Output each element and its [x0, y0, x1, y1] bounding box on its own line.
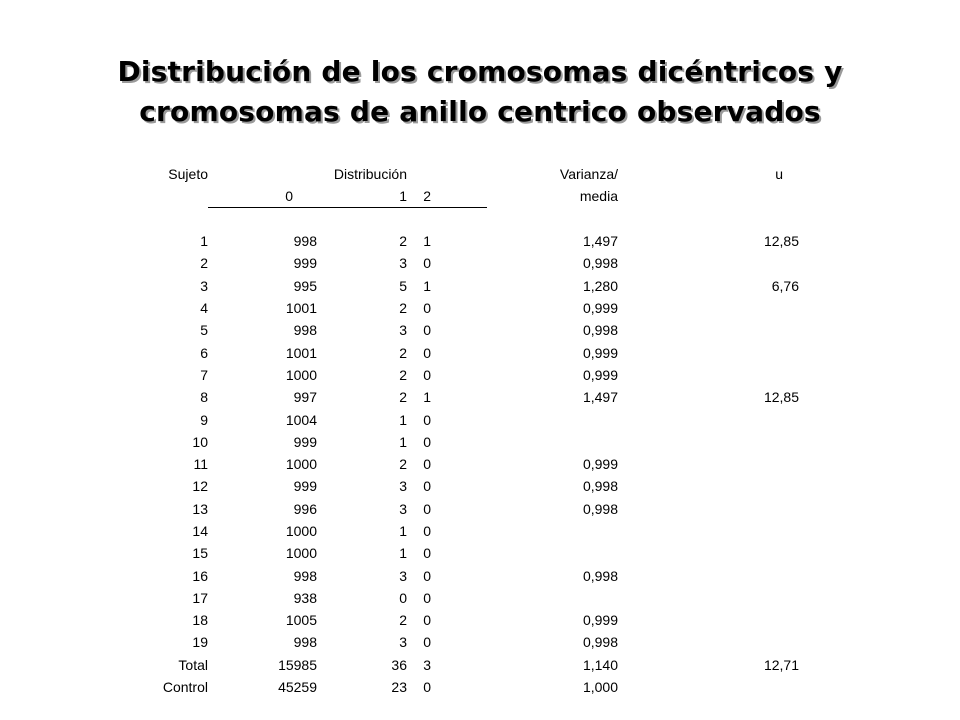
u-cell: [647, 341, 799, 363]
table-row: [130, 475, 799, 497]
dist0-cell: 1000: [285, 545, 317, 562]
dist0-cell: 998: [293, 233, 317, 250]
table-row: [130, 275, 799, 297]
u-cell: [647, 631, 799, 653]
varianza-cell: 0,998: [582, 255, 618, 272]
dist0-cell: 997: [293, 389, 317, 406]
header-d1: 1: [317, 185, 407, 208]
varianza-cell: 1,000: [582, 679, 618, 696]
table-row: [130, 564, 799, 586]
dist2-cell: 0: [423, 500, 431, 517]
sujeto-cell: 8: [200, 389, 208, 406]
varianza-cell: [487, 431, 647, 453]
title-line-1: Distribución de los cromosomas dicéntricos y: [117, 55, 843, 88]
header-media: media: [579, 188, 618, 205]
header-row-1: [130, 163, 799, 185]
u-cell: [647, 319, 799, 341]
table-row: [130, 654, 799, 676]
dist1-cell: 2: [399, 612, 407, 629]
sujeto-cell: 9: [200, 411, 208, 428]
dist1-cell: 1: [399, 433, 407, 450]
header-u: u: [775, 166, 783, 182]
sujeto-cell: 16: [192, 567, 208, 584]
u-cell: [647, 475, 799, 497]
varianza-cell: [487, 408, 647, 430]
dist2-cell: 0: [423, 545, 431, 562]
dist1-cell: 1: [399, 411, 407, 428]
dist2-cell: 0: [423, 411, 431, 428]
dist2-cell: 0: [423, 478, 431, 495]
varianza-cell: 0,999: [582, 612, 618, 629]
u-cell: [647, 676, 799, 698]
header-d2: 2: [407, 185, 487, 208]
table-row: [130, 587, 799, 609]
header-sujeto: Sujeto: [168, 166, 208, 182]
data-table: [130, 163, 799, 698]
dist1-cell: 2: [399, 344, 407, 361]
varianza-cell: 0,999: [582, 344, 618, 361]
sujeto-cell: 19: [192, 634, 208, 651]
dist0-cell: 999: [293, 255, 317, 272]
table-row: [130, 297, 799, 319]
table-row: [130, 676, 799, 698]
sujeto-cell: 18: [192, 612, 208, 629]
varianza-cell: 0,998: [582, 500, 618, 517]
dist0-cell: 45259: [278, 679, 317, 696]
table-row: [130, 364, 799, 386]
varianza-cell: 0,999: [582, 456, 618, 473]
u-cell: [647, 564, 799, 586]
table-row: [130, 230, 799, 252]
dist1-cell: 0: [399, 589, 407, 606]
dist1-cell: 1: [399, 523, 407, 539]
dist0-cell: 1001: [285, 300, 317, 317]
varianza-cell: 1,140: [582, 656, 618, 673]
dist1-cell: 2: [399, 366, 407, 383]
varianza-cell: 0,998: [582, 567, 618, 584]
dist0-cell: 996: [293, 500, 317, 517]
sujeto-cell: 14: [192, 523, 208, 539]
dist0-cell: 998: [293, 322, 317, 339]
table-row: [130, 498, 799, 520]
dist0-cell: 1005: [285, 612, 317, 629]
table-row: [130, 341, 799, 363]
dist0-cell: 999: [293, 478, 317, 495]
dist2-cell: 0: [423, 634, 431, 651]
dist2-cell: 0: [423, 433, 431, 450]
dist0-cell: 938: [293, 589, 317, 606]
sujeto-cell: 17: [192, 589, 208, 606]
title-line-2: cromosomas de anillo centrico observados: [139, 95, 821, 128]
dist1-cell: 3: [399, 634, 407, 651]
dist2-cell: 1: [423, 277, 431, 294]
table-row: [130, 319, 799, 341]
table-row: [130, 431, 799, 453]
dist1-cell: 3: [399, 567, 407, 584]
dist1-cell: 2: [399, 300, 407, 317]
dist0-cell: 1000: [285, 456, 317, 473]
table-row: [130, 520, 799, 542]
dist0-cell: 1000: [285, 366, 317, 383]
sujeto-cell: 7: [200, 366, 208, 383]
varianza-cell: 0,998: [582, 322, 618, 339]
dist2-cell: 0: [423, 612, 431, 629]
dist2-cell: 0: [423, 322, 431, 339]
u-cell: [647, 542, 799, 564]
dist0-cell: 998: [293, 567, 317, 584]
u-cell: 12,71: [763, 656, 799, 673]
varianza-cell: 0,998: [582, 634, 618, 651]
table-row: [130, 609, 799, 631]
dist2-cell: 0: [423, 589, 431, 606]
varianza-cell: [487, 520, 647, 542]
u-cell: [647, 408, 799, 430]
dist2-cell: 0: [423, 366, 431, 383]
table-row: [130, 408, 799, 430]
dist0-cell: 15985: [278, 656, 317, 673]
sujeto-cell: 4: [200, 300, 208, 317]
sujeto-cell: 10: [192, 433, 208, 450]
varianza-cell: 0,999: [582, 366, 618, 383]
dist1-cell: 36: [391, 656, 407, 673]
dist0-cell: 1004: [285, 411, 317, 428]
dist1-cell: 1: [399, 545, 407, 562]
table-row: [130, 453, 799, 475]
u-cell: 12,85: [763, 389, 799, 406]
varianza-cell: 0,998: [582, 478, 618, 495]
dist0-cell: 999: [293, 433, 317, 450]
sujeto-cell: Total: [178, 656, 208, 673]
sujeto-cell: Control: [162, 679, 208, 696]
u-cell: [647, 364, 799, 386]
dist0-cell: 995: [293, 277, 317, 294]
slide-title: [0, 52, 960, 132]
table-row: [130, 542, 799, 564]
dist2-cell: 1: [423, 389, 431, 406]
sujeto-cell: 5: [200, 322, 208, 339]
dist2-cell: 1: [423, 233, 431, 250]
header-d0: 0: [208, 185, 317, 208]
sujeto-cell: 12: [192, 478, 208, 495]
u-cell: [647, 609, 799, 631]
dist1-cell: 3: [399, 478, 407, 495]
varianza-cell: 1,497: [582, 233, 618, 250]
dist1-cell: 2: [399, 233, 407, 250]
sujeto-cell: 6: [200, 344, 208, 361]
sujeto-cell: 11: [193, 456, 208, 473]
dist1-cell: 2: [399, 389, 407, 406]
header-varianza: Varianza/: [559, 166, 618, 182]
u-cell: [647, 498, 799, 520]
dist2-cell: 0: [423, 567, 431, 584]
sujeto-cell: 15: [192, 545, 208, 562]
table-row: [130, 252, 799, 274]
sujeto-cell: 13: [192, 500, 208, 517]
dist2-cell: 3: [423, 656, 431, 673]
u-cell: 6,76: [771, 277, 799, 294]
dist2-cell: 0: [423, 679, 431, 696]
u-cell: 12,85: [763, 233, 799, 250]
dist0-cell: 998: [293, 634, 317, 651]
dist0-cell: 1000: [285, 523, 317, 539]
u-cell: [647, 520, 799, 542]
dist1-cell: 3: [399, 500, 407, 517]
u-cell: [647, 297, 799, 319]
dist2-cell: 0: [423, 300, 431, 317]
dist2-cell: 0: [423, 344, 431, 361]
header-row-2: [130, 185, 799, 208]
dist1-cell: 2: [399, 456, 407, 473]
sujeto-cell: 1: [200, 233, 208, 250]
varianza-cell: [487, 542, 647, 564]
dist1-cell: 3: [399, 255, 407, 272]
varianza-cell: 1,280: [582, 277, 618, 294]
dist1-cell: 5: [399, 277, 407, 294]
dist2-cell: 0: [423, 523, 431, 539]
u-cell: [647, 431, 799, 453]
dist2-cell: 0: [423, 255, 431, 272]
varianza-cell: 1,497: [582, 389, 618, 406]
sujeto-cell: 2: [200, 255, 208, 272]
table-row: [130, 631, 799, 653]
dist2-cell: 0: [423, 456, 431, 473]
u-cell: [647, 252, 799, 274]
u-cell: [647, 453, 799, 475]
dist0-cell: 1001: [285, 344, 317, 361]
header-distribucion: Distribución: [333, 166, 407, 182]
varianza-cell: [487, 587, 647, 609]
table-row: [130, 386, 799, 408]
sujeto-cell: 3: [200, 277, 208, 294]
dist1-cell: 3: [399, 322, 407, 339]
varianza-cell: 0,999: [582, 300, 618, 317]
dist1-cell: 23: [391, 679, 407, 696]
u-cell: [647, 587, 799, 609]
